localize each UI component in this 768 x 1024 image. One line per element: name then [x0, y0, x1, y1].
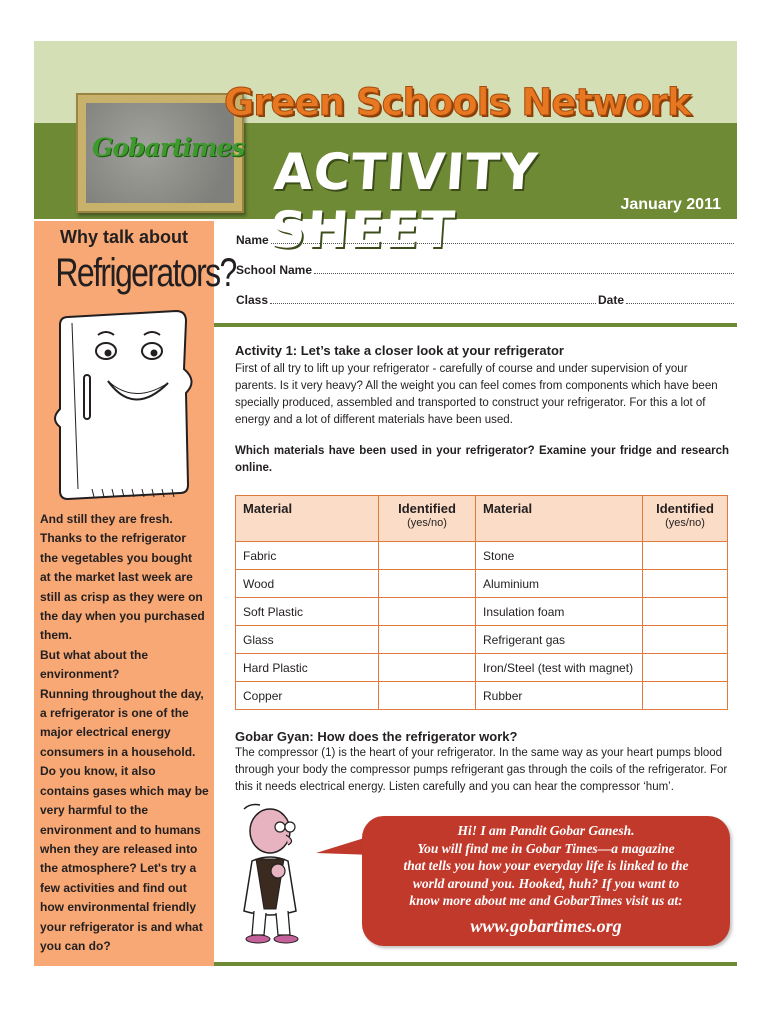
sheet-title: ACTIVITY SHEET — [267, 143, 540, 259]
col-material-2: Material — [476, 496, 643, 542]
gobartimes-link[interactable]: www.gobartimes.org — [470, 916, 622, 936]
identified-cell[interactable] — [643, 682, 728, 710]
identified-cell[interactable] — [379, 626, 476, 654]
gobartimes-logo-board — [76, 93, 244, 213]
table-row — [236, 598, 728, 626]
speech-bubble — [362, 816, 730, 946]
table-header-row — [236, 496, 728, 542]
material-cell: Wood — [236, 570, 379, 598]
identified-cell[interactable] — [379, 654, 476, 682]
bubble-message: Hi! I am Pandit Gobar Ganesh. You will find me in Gobar Times—a magazine that tells you how your everyday life is linked to the world around you. Hooked, huh? If you want to know more about me and GobarTimes visit us at: — [403, 823, 689, 908]
identified-cell[interactable] — [379, 682, 476, 710]
identified-cell[interactable] — [379, 598, 476, 626]
school-name-label: School Name — [236, 263, 313, 277]
material-cell: Insulation foam — [476, 598, 643, 626]
table-row — [236, 682, 728, 710]
col-identified-2: Identified (yes/no) — [643, 496, 728, 542]
class-date-row — [236, 293, 736, 307]
material-cell: Copper — [236, 682, 379, 710]
activity1-question: Which materials have been used in your refrigerator? Examine your fridge and research online. — [235, 445, 729, 474]
smiling-refrigerator-icon — [48, 309, 200, 505]
material-cell: Fabric — [236, 542, 379, 570]
network-title: Green Schools Network — [224, 81, 691, 124]
col-identified-1: Identified (yes/no) — [379, 496, 476, 542]
col-material-1: Material — [236, 496, 379, 542]
sidebar-text: And still they are fresh. Thanks to the refrigerator the vegetables you bought at the market last week are still as crisp as they were on the day when you purchased them. But what about the environment? Running throughout the day, a refrigerator is one of the major electrical energy consumers in a household. Do you know, it also contains gases which may be very harmful to the environment and to humans when they are released into the atmosphere? Let's try a few activities and find out how environmental friendly your refrigerator is and what you can do? — [40, 512, 209, 953]
identified-cell[interactable] — [643, 570, 728, 598]
gyan-heading: Gobar Gyan: How does the refrigerator work? — [235, 729, 518, 744]
table-row — [236, 570, 728, 598]
table-row — [236, 654, 728, 682]
material-cell: Soft Plastic — [236, 598, 379, 626]
bottom-divider — [214, 962, 737, 966]
identified-cell[interactable] — [643, 654, 728, 682]
name-label: Name — [236, 233, 269, 247]
class-field[interactable] — [270, 302, 596, 304]
material-cell: Hard Plastic — [236, 654, 379, 682]
material-cell: Rubber — [476, 682, 643, 710]
materials-table — [235, 495, 728, 710]
table-row — [236, 542, 728, 570]
material-cell: Iron/Steel (test with magnet) — [476, 654, 643, 682]
sidebar-big-word: Refrigerators? — [55, 251, 236, 295]
school-name-field[interactable] — [236, 263, 736, 277]
activity1-intro: First of all try to lift up your refrigerator - carefully of course and under supervision of your parents. Is it very heavy? All the weight you can feel comes from components which have been specially produced, assembled and transported to construct your refrigerator. For this a lot of energy and a lot of different materials have been used. — [235, 363, 718, 426]
activity1-heading: Activity 1: Let’s take a closer look at your refrigerator — [235, 343, 564, 358]
identified-cell[interactable] — [643, 626, 728, 654]
table-row — [236, 626, 728, 654]
identified-cell[interactable] — [643, 598, 728, 626]
class-label: Class — [236, 293, 269, 307]
sidebar-heading: Why talk about — [59, 227, 188, 247]
identified-cell[interactable] — [643, 542, 728, 570]
pandit-gobar-ganesh-icon — [230, 801, 314, 951]
material-cell: Glass — [236, 626, 379, 654]
section-divider — [214, 323, 737, 327]
date-label: Date — [597, 293, 624, 307]
identified-cell[interactable] — [379, 570, 476, 598]
gyan-text: The compressor (1) is the heart of your refrigerator. In the same way as your heart pumps blood through your body the compressor pumps refrigerant gas through the coils of the refrigerator. For this it needs electrical energy. Listen carefully and you can hear the compressor ‘hum’. — [235, 747, 728, 793]
date-field[interactable] — [626, 302, 734, 304]
identified-cell[interactable] — [379, 542, 476, 570]
material-cell: Aluminium — [476, 570, 643, 598]
gobartimes-logo: Gobartimes — [92, 133, 245, 162]
name-field[interactable] — [236, 233, 736, 247]
activity-sheet — [34, 41, 737, 966]
material-cell: Refrigerant gas — [476, 626, 643, 654]
issue-date: January 2011 — [620, 196, 721, 213]
material-cell: Stone — [476, 542, 643, 570]
sidebar — [34, 221, 236, 966]
